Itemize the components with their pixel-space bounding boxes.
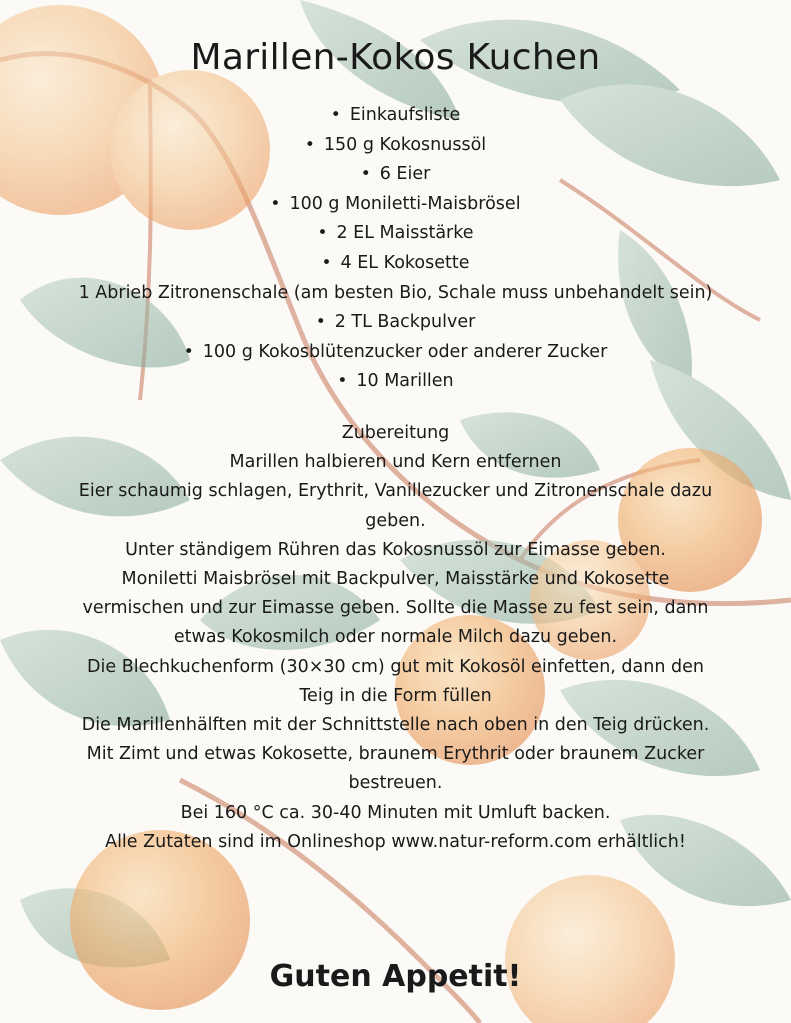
preparation-section <box>70 419 721 857</box>
list-item: • 6 Eier <box>0 160 791 190</box>
bullet-icon: • <box>337 371 348 392</box>
preparation-step: Die Blechkuchenform (30×30 cm) gut mit Kokosöl einfetten, dann den Teig in die Form füllen <box>87 656 704 706</box>
list-item: • 100 g Kokosblütenzucker oder anderer Zucker <box>0 338 791 368</box>
bullet-icon: • <box>304 134 315 155</box>
bullet-icon: • <box>330 105 341 125</box>
list-item: • Einkaufsliste <box>0 101 791 131</box>
preparation-step: Marillen halbieren und Kern entfernen <box>229 452 562 473</box>
recipe-title: Marillen-Kokos Kuchen <box>190 37 601 78</box>
bullet-icon: • <box>360 164 371 185</box>
list-item: • 2 TL Backpulver <box>0 308 791 338</box>
list-item: • 10 Marillen <box>0 367 791 397</box>
preparation-step: Eier schaumig schlagen, Erythrit, Vanillezucker und Zitronenschale dazu geben. <box>78 481 713 531</box>
bullet-icon: • <box>321 252 332 273</box>
list-item: • 100 g Moniletti-Maisbrösel <box>0 190 791 220</box>
bullet-icon: • <box>270 193 281 214</box>
ingredient-list <box>0 101 791 397</box>
preparation-heading: Zubereitung <box>341 423 450 443</box>
bullet-icon: • <box>315 312 326 333</box>
list-item: • 2 EL Maisstärke <box>0 219 791 249</box>
preparation-step: Alle Zutaten sind im Onlineshop www.natur-reform.com erhältlich! <box>105 831 686 852</box>
list-item: 1 Abrieb Zitronenschale (am besten Bio, Schale muss unbehandelt sein) <box>78 282 713 303</box>
closing-greeting: Guten Appetit! <box>269 959 522 994</box>
list-item: • 150 g Kokosnussöl <box>0 131 791 161</box>
list-item: • 4 EL Kokosette <box>0 249 791 279</box>
bullet-icon: • <box>317 223 328 244</box>
preparation-step: Unter ständigem Rühren das Kokosnussöl zur Eimasse geben. <box>125 539 666 560</box>
bullet-icon: • <box>183 341 194 362</box>
preparation-step: Bei 160 °C ca. 30-40 Minuten mit Umluft backen. <box>180 802 611 823</box>
preparation-step: Moniletti Maisbrösel mit Backpulver, Maisstärke und Kokosette vermischen und zur Eimasse geben. Sollte die Masse zu fest sein, dann etwas Kokosmilch oder normale Milch dazu geben. <box>82 569 709 648</box>
preparation-step: Die Marillenhälften mit der Schnittstelle nach oben in den Teig drücken. Mit Zimt und etwas Kokosette, braunem Erythrit oder braunem Zucker bestreuen. <box>81 715 710 794</box>
